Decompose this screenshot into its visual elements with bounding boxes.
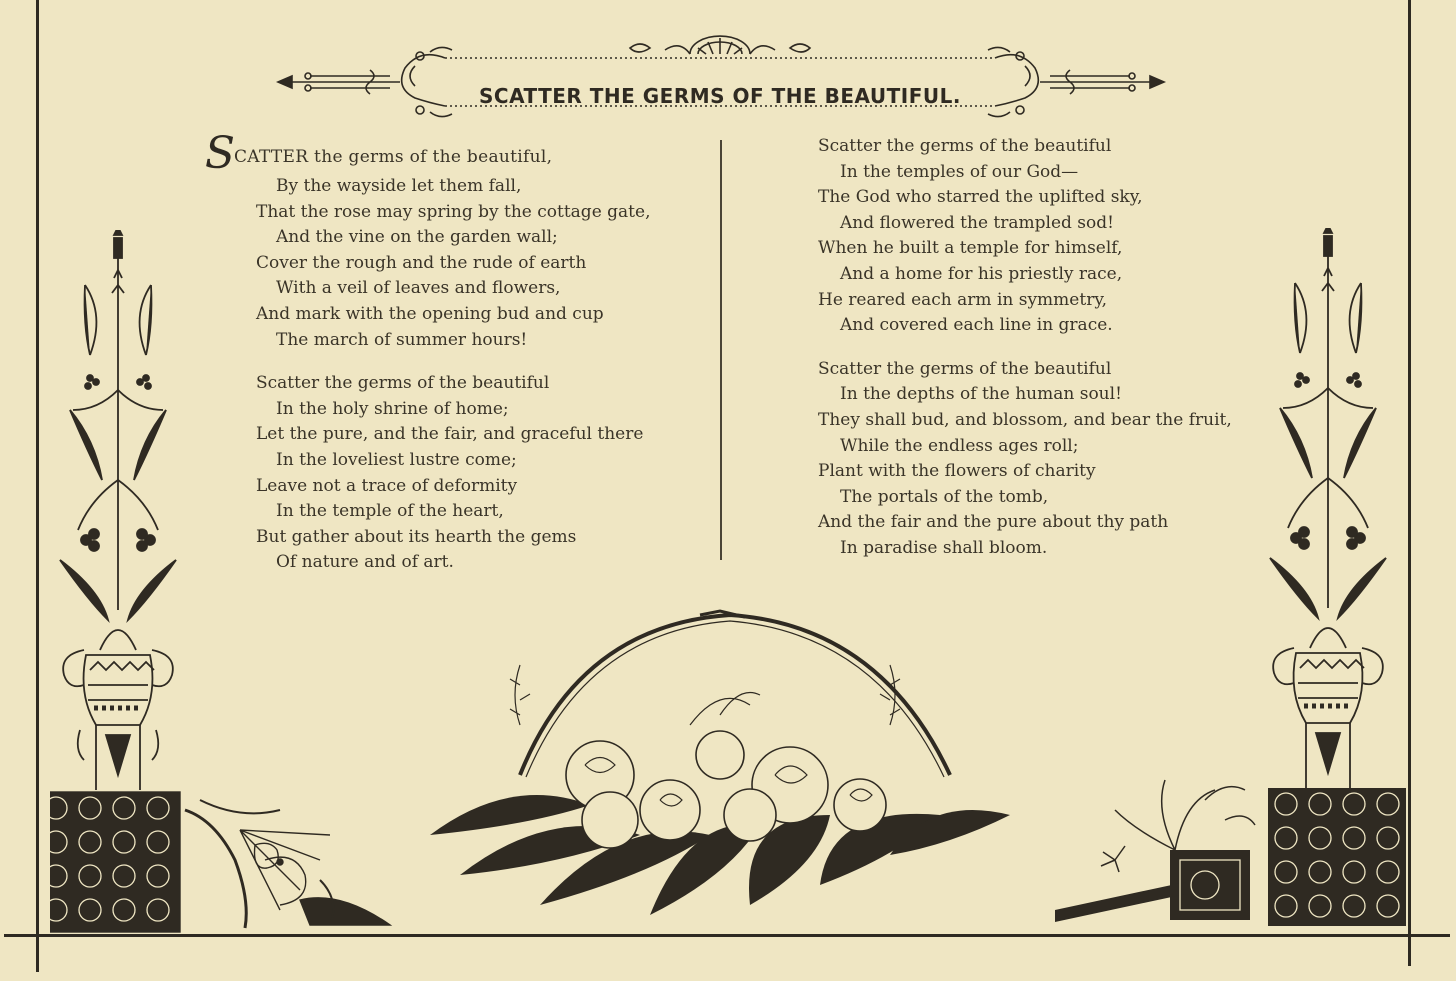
- poem-line: The portals of the tomb,: [840, 486, 1049, 507]
- poem-line: But gather about its hearth the gems: [256, 526, 577, 547]
- poem-line: Let the pure, and the fair, and graceful there: [256, 424, 644, 445]
- poem-line: Plant with the flowers of charity: [818, 461, 1096, 482]
- right-stanza-2: [818, 357, 1288, 562]
- poem-line: Scatter the germs of the beautiful: [256, 373, 550, 394]
- title-banner: [270, 18, 1170, 128]
- left-poem-column: [200, 128, 710, 594]
- poem-line: In paradise shall bloom.: [840, 537, 1048, 558]
- left-vase-plant-icon: [50, 230, 190, 940]
- poem-line: And mark with the opening bud and cup: [256, 303, 604, 324]
- poem-line: He reared each arm in symmetry,: [818, 289, 1108, 310]
- poem-line: They shall bud, and blossom, and bear the fruit,: [818, 409, 1232, 430]
- poem-line: With a veil of leaves and flowers,: [276, 278, 561, 299]
- poem-line: In the temple of the heart,: [276, 501, 504, 522]
- poem-line: And the vine on the garden wall;: [276, 227, 558, 248]
- poem-line: While the endless ages roll;: [840, 435, 1079, 456]
- title-scroll-ornament-icon: [270, 18, 1170, 128]
- poem-line: Scatter the germs of the beautiful: [818, 358, 1112, 379]
- page-title: SCATTER THE GERMS OF THE BEAUTIFUL.: [478, 84, 961, 108]
- fern-planter-icon: [1055, 760, 1270, 930]
- poem-line: And covered each line in grace.: [840, 315, 1113, 336]
- poem-line: And flowered the trampled sod!: [840, 212, 1114, 233]
- poem-line: In the temples of our God—: [840, 161, 1079, 182]
- poem-line: Of nature and of art.: [276, 552, 454, 573]
- poem-line: When he built a temple for himself,: [818, 238, 1123, 259]
- poem-line: The march of summer hours!: [276, 329, 528, 350]
- poem-line: SCATTER the germs of the beautiful,: [200, 134, 710, 174]
- drop-cap-letter: S: [204, 128, 236, 179]
- poem-line: The God who starred the uplifted sky,: [818, 187, 1143, 208]
- frame-bottom-border: [4, 934, 1450, 937]
- column-divider: [720, 140, 722, 560]
- poem-line: In the holy shrine of home;: [276, 398, 509, 419]
- poem-line: In the depths of the human soul!: [840, 384, 1122, 405]
- spider-web-icon: [180, 790, 395, 930]
- frame-left-border: [36, 0, 39, 972]
- right-poem-column: [818, 134, 1288, 580]
- poem-line: Cover the rough and the rude of earth: [256, 252, 587, 273]
- right-vase-plant-icon: [1260, 228, 1410, 928]
- poem-line: And a home for his priestly race,: [840, 263, 1123, 284]
- poem-line: And the fair and the pure about thy path: [818, 512, 1169, 533]
- flower-basket-icon: [420, 605, 1020, 925]
- left-stanza-1: [200, 128, 710, 353]
- poem-line: That the rose may spring by the cottage gate,: [256, 201, 651, 222]
- poem-line: In the loveliest lustre come;: [276, 449, 517, 470]
- poem-line: By the wayside let them fall,: [276, 176, 522, 196]
- left-stanza-2: [200, 371, 710, 576]
- poem-line: Scatter the germs of the beautiful: [818, 136, 1112, 156]
- right-stanza-1: [818, 134, 1288, 339]
- poem-line: Leave not a trace of deformity: [256, 475, 518, 496]
